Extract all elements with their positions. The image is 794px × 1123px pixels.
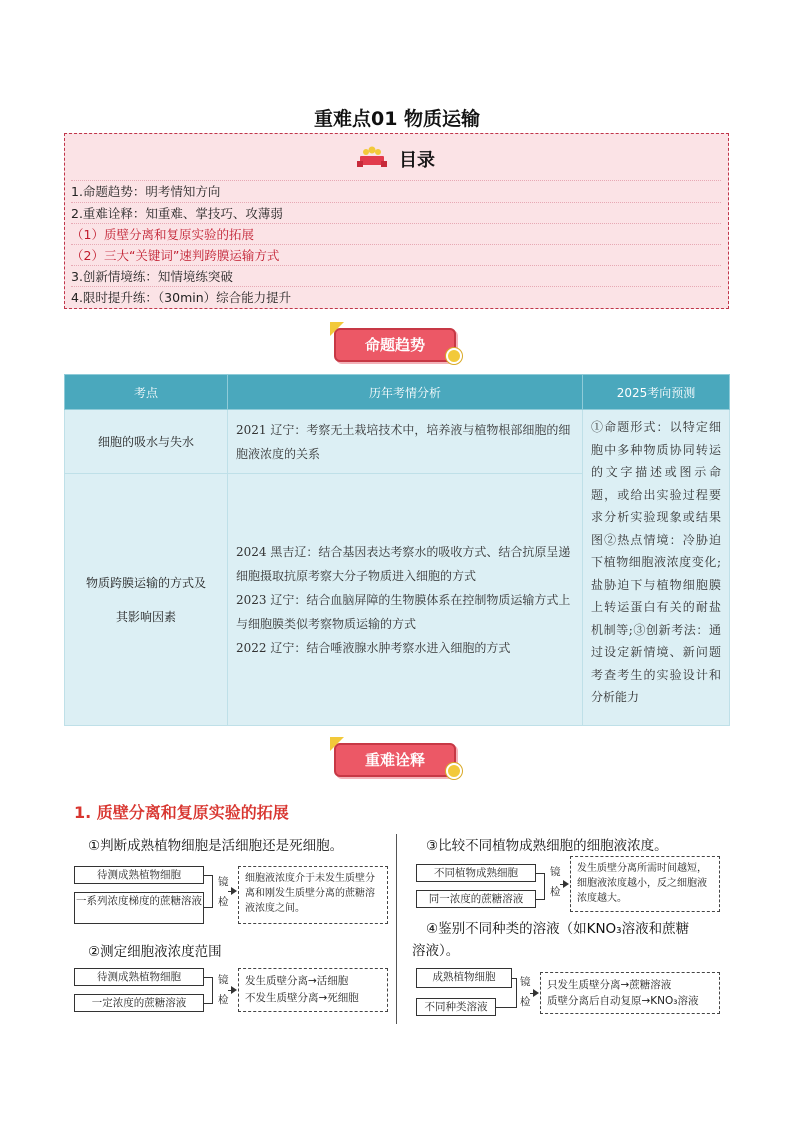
- flow-box: 待测成熟植物细胞: [74, 866, 204, 884]
- join-label: 镜检: [218, 974, 229, 1006]
- flow-box: 待测成熟植物细胞: [74, 968, 204, 986]
- trophy-icon: [357, 146, 385, 168]
- ring-icon: [446, 763, 462, 779]
- toc-title: 目录: [399, 150, 435, 171]
- page-title: 重难点01 物质运输: [313, 108, 481, 130]
- divider: [396, 834, 397, 1024]
- result-box: 细胞液浓度介于未发生质壁分离和刚发生质壁分离的蔗糖溶液浓度之间。: [238, 866, 388, 924]
- analysis-cell: 2024 黑吉辽：结合基因表达考察水的吸收方式、结合抗原呈递细胞摄取抗原考察大分子物质进入细胞的方式 2023 辽宁：结合血脑屏障的生物膜体系在控制物质运输方式上与细胞膜类似考察物质运输的方式 2022 辽宁：结合唾液腺水肿考察水进入细胞的方式: [228, 474, 583, 726]
- item-title: ④鉴别不同种类的溶液（如KNO₃溶液和蔗糖: [426, 921, 690, 937]
- ring-icon: [446, 348, 462, 364]
- result-box: 发生质壁分离→活细胞 不发生质壁分离→死细胞: [238, 968, 388, 1012]
- result-box: 只发生质壁分离→蔗糖溶液 质壁分离后自动复原→KNO₃溶液: [540, 972, 720, 1014]
- toc-item[interactable]: 2.重难诠释：知重难、掌技巧、攻薄弱: [71, 202, 721, 224]
- item-title: ①判断成熟植物细胞是活细胞还是死细胞。: [88, 838, 344, 854]
- toc-box: [64, 133, 729, 309]
- table-header: 考点: [65, 375, 228, 410]
- flow-box: 一定浓度的蔗糖溶液: [74, 994, 204, 1012]
- analysis-cell: 2021 辽宁：考察无土栽培技术中，培养液与植物根部细胞的细胞液浓度的关系: [228, 410, 583, 474]
- flow-box: 不同种类溶液: [416, 998, 496, 1016]
- item-title: 溶液）。: [412, 943, 460, 959]
- join-label: 镜检: [520, 976, 531, 1008]
- join-label: 镜检: [550, 866, 561, 898]
- topic-cell: 物质跨膜运输的方式及 其影响因素: [65, 474, 228, 726]
- toc-item[interactable]: （2）三大“关键词”速判跨膜运输方式: [71, 244, 721, 266]
- topic-cell: 细胞的吸水与失水: [65, 410, 228, 474]
- section-title: 1. 质壁分离和复原实验的拓展: [74, 803, 289, 822]
- flow-box: 不同植物成熟细胞: [416, 864, 536, 882]
- flow-box: 一系列浓度梯度的蔗糖溶液: [74, 892, 204, 924]
- table-header: 历年考情分析: [228, 375, 583, 410]
- join-label: 镜检: [218, 876, 229, 908]
- toc-item[interactable]: 4.限时提升练：（30min）综合能力提升: [71, 286, 721, 308]
- flow-box: 成熟植物细胞: [416, 968, 512, 988]
- section-banner-trend: 命题趋势: [330, 322, 460, 362]
- trend-table: [64, 374, 730, 726]
- section-banner-key: 重难诠释: [330, 737, 460, 777]
- flow-box: 同一浓度的蔗糖溶液: [416, 890, 536, 908]
- toc-item[interactable]: （1）质壁分离和复原实验的拓展: [71, 223, 721, 245]
- table-header: 2025考向预测: [583, 375, 730, 410]
- result-box: 发生质壁分离所需时间越短，细胞液浓度越小，反之细胞液浓度越大。: [570, 856, 720, 912]
- item-title: ②测定细胞液浓度范围: [88, 944, 222, 960]
- toc-item[interactable]: 3.创新情境练：知情境练突破: [71, 265, 721, 287]
- forecast-cell: ①命题形式：以特定细胞中多种物质协同转运的文字描述或图示命题，或给出实验过程要求分析实验现象或结果图②热点情境：冷胁迫下植物细胞液浓度变化;盐胁迫下与植物细胞膜上转运蛋白有关的耐盐机制等;③创新考法：通过设定新情境、新问题考查考生的实验设计和分析能力: [583, 410, 730, 726]
- toc-item[interactable]: 1.命题趋势：明考情知方向: [71, 180, 721, 202]
- item-title: ③比较不同植物成熟细胞的细胞液浓度。: [426, 838, 668, 854]
